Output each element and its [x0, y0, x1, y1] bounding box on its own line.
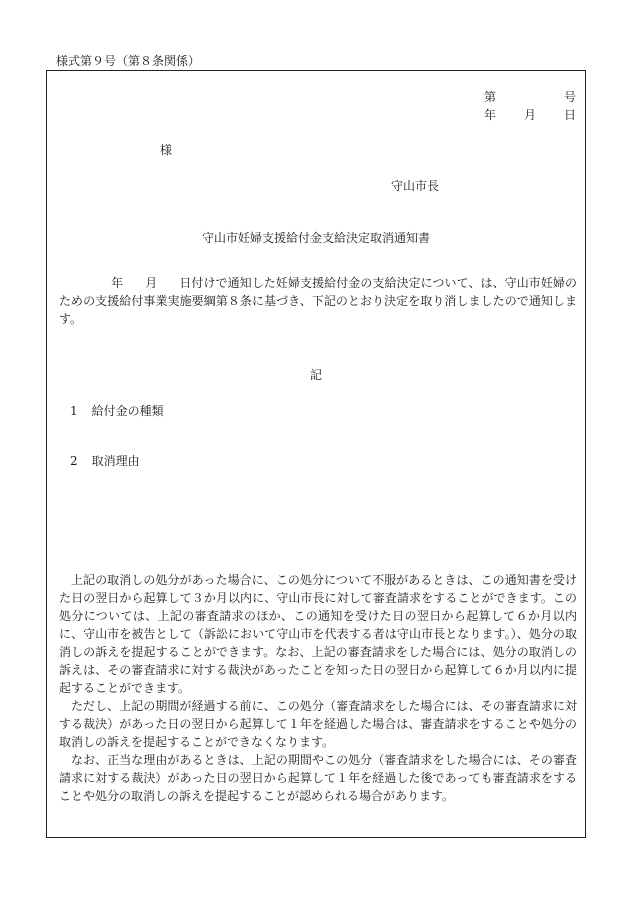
addressee-suffix: 様 — [160, 143, 173, 157]
intro-month-unit: 月 — [145, 276, 158, 290]
document-title: 守山市妊婦支援給付金支給決定取消通知書 — [201, 231, 430, 245]
intro-paragraph — [59, 274, 577, 328]
item-number: 2 — [70, 454, 78, 468]
item-label: 給付金の種類 — [91, 404, 164, 418]
notice-paragraph-2: ただし、上記の期間が経過する前に、この処分（審査請求をした場合には、その審査請求に対する裁決）があった日の翌日から起算して１年を経過した場合は、審査請求をすることや処分の取消しの訴えを提起することができなくなります。 — [59, 699, 577, 749]
notice-paragraph-3: なお、正当な理由があるときは、上記の期間やこの処分（審査請求をした場合には、その審査請求に対する裁決）があった日の翌日から起算して１年を経過した後であっても審査請求をすることや処分の取消しの訴えを提起することが認められる場合があります。 — [59, 753, 577, 803]
number-prefix: 第 — [484, 90, 497, 104]
item-benefit-type — [70, 404, 164, 418]
date-day-label: 日 — [563, 108, 576, 122]
form-label: 様式第９号（第８条関係） — [56, 54, 201, 68]
intro-text: 日付けで通知した妊婦支援給付金の支給決定について、は、守山市妊婦のための支援給付事業実施要綱第８条に基づき、下記のとおり決定を取り消しましたので通知します。 — [59, 276, 577, 326]
intro-year-unit: 年 — [111, 276, 124, 290]
notice-frame — [46, 70, 586, 838]
date-month-label: 月 — [524, 108, 537, 122]
item-label: 取消理由 — [91, 454, 140, 468]
issuer-name: 守山市長 — [391, 179, 440, 193]
ki-heading: 記 — [309, 368, 322, 382]
item-number: 1 — [70, 404, 78, 418]
item-cancel-reason — [70, 454, 140, 468]
date-year-label: 年 — [484, 108, 497, 122]
number-suffix: 号 — [563, 90, 576, 104]
appeal-notice — [59, 571, 577, 805]
notice-paragraph-1: 上記の取消しの処分があった場合に、この処分について不服があるときは、この通知書を受けた日の翌日から起算して３か月以内に、守山市長に対して審査請求をすることができます。この処分については、上記の審査請求のほか、この通知を受けた日の翌日から起算して６か月以内に、守山市を被告として（訴訟において守山市を代表する者は守山市長となります。）、処分の取消しの訴えを提起することができます。なお、上記の審査請求をした場合には、処分の取消しの訴えは、その審査請求に対する裁決があったことを知った日の翌日から起算して６か月以内に提起することができます。 — [59, 573, 577, 695]
